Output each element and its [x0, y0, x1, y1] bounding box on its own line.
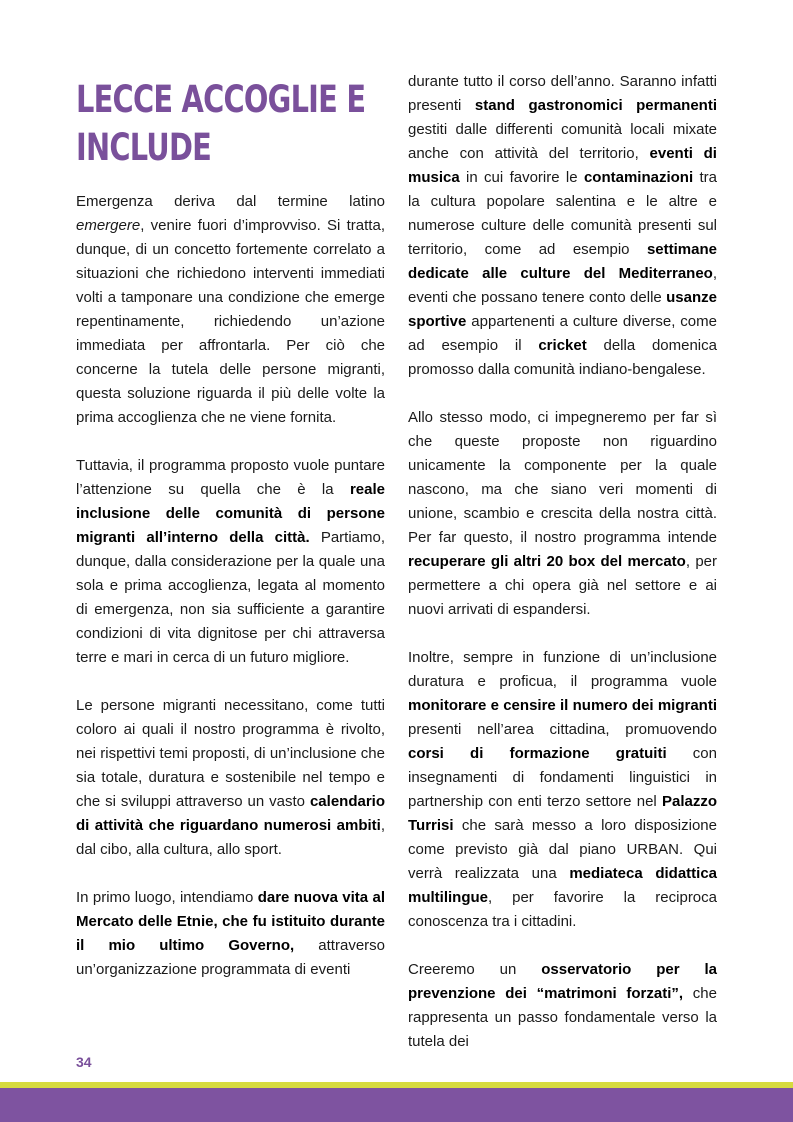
text-run: appartenenti a culture diverse, come ad esempio il [408, 313, 717, 354]
paragraph [408, 646, 717, 934]
bold-text-run: eventi di musica [408, 145, 717, 186]
text-run: , eventi che possano tenere conto delle [408, 265, 717, 306]
text-run: che sarà messo a loro disposizione come previsto già dal piano URBAN. Qui verrà realizzata una [408, 817, 717, 882]
paragraph [408, 406, 717, 622]
text-run: Creeremo un [408, 961, 542, 978]
paragraph [76, 694, 385, 862]
paragraph [408, 958, 717, 1054]
bold-text-run: Palazzo Turrisi [408, 793, 717, 834]
italic-text-run: emergere [76, 217, 141, 234]
bold-text-run: settimane dedicate alle culture del Mediterraneo [408, 241, 717, 282]
text-run: Le persone migranti necessitano, come tutti coloro ai quali il nostro programma è rivolto, nei rispettivi temi proposti, di un’inclusione che sia totale, duratura e sostenibile nel tempo e che si sviluppi attraverso un vasto [76, 697, 385, 810]
text-run: gestiti dalle differenti comunità locali mixate anche con attività del territorio, [408, 121, 717, 162]
text-run: in cui favorire le [459, 169, 584, 186]
text-run: tra la cultura popolare salentina e le altre e numerose culture delle comunità presenti sul territorio, come ad esempio [408, 169, 717, 258]
bold-text-run: corsi di formazione gratuiti [408, 745, 667, 762]
text-run: con insegnamenti di fondamenti linguistici in partnership con enti terzo settore nel [408, 745, 717, 810]
text-run: attraverso un’organizzazione programmata di eventi [76, 937, 385, 978]
text-run: In primo luogo, intendiamo [76, 889, 258, 906]
paragraph [76, 886, 385, 982]
bold-text-run: reale inclusione delle comunità di persone migranti all’interno della città. [76, 481, 385, 546]
bold-text-run: usanze sportive [408, 289, 717, 330]
page-title: LECCE ACCOGLIE E INCLUDE [76, 78, 366, 169]
bold-text-run: contaminazioni [583, 169, 694, 186]
bold-text-run: recuperare gli altri 20 box del mercato [408, 553, 686, 570]
text-run: della domenica promosso dalla comunità indiano-bengalese. [408, 337, 717, 378]
bold-text-run: dare nuova vita al Mercato delle Etnie, che fu istituito durante il mio ultimo Governo, [76, 889, 386, 954]
text-run: Inoltre, sempre in funzione di un’inclusione duratura e proficua, il programma vuole [408, 649, 717, 690]
text-run: Allo stesso modo, ci impegneremo per far sì che queste proposte non riguardino unicamente la componente per la quale nascono, ma che siano veri momenti di unione, scambio e crescita della nostra città. Per far questo, il nostro programma intende [408, 409, 717, 546]
text-run: , per permettere a chi opera già nel settore e ai nuovi arrivati di espandersi. [408, 553, 718, 618]
text-run: Partiamo, dunque, dalla considerazione per la quale una sola e prima accoglienza, legata al momento di emergenza, non sia sufficiente a garantire condizioni di vita dignitose per chi attraversa terre e mari in cerca di un futuro migliore. [76, 529, 386, 666]
text-run: , dal cibo, alla cultura, allo sport. [76, 817, 385, 858]
paragraph [408, 70, 717, 382]
bold-text-run: monitorare e censire il numero dei migranti [408, 697, 717, 714]
bold-text-run: osservatorio per la prevenzione dei “matrimoni forzati”, [408, 961, 717, 1002]
footer-purple-band [0, 1088, 793, 1122]
paragraph [76, 190, 385, 430]
left-text-column [76, 190, 385, 982]
text-run: Tuttavia, il programma proposto vuole puntare l’attenzione su quella che è la [76, 457, 385, 498]
text-run: , per favorire la reciproca conoscenza tra i cittadini. [408, 889, 717, 930]
bold-text-run: cricket [538, 337, 587, 354]
bold-text-run: stand gastronomici permanenti [474, 97, 717, 114]
text-run: durante tutto il corso dell’anno. Saranno infatti presenti [408, 73, 717, 114]
paragraph [76, 454, 385, 670]
text-run: , venire fuori d’improvviso. Si tratta, dunque, di un concetto fortemente correlato a situazioni che richiedono interventi immediati volti a tamponare una condizione che emerge repentinamente, richiedendo un’azione immediata per affrontarla. Per ciò che concerne la tutela delle persone migranti, questa soluzione riguarda il più delle volte la prima accoglienza che ne viene fornita. [76, 217, 385, 426]
text-run: presenti nell’area cittadina, promuovendo [408, 721, 717, 738]
page-number: 34 [76, 1054, 92, 1070]
right-text-column [408, 70, 717, 1054]
bold-text-run: mediateca didattica multilingue [408, 865, 717, 906]
text-run: che rappresenta un passo fondamentale verso la tutela dei [408, 985, 717, 1050]
text-run: Emergenza deriva dal termine latino [76, 193, 385, 210]
bold-text-run: calendario di attività che riguardano numerosi ambiti [76, 793, 385, 834]
